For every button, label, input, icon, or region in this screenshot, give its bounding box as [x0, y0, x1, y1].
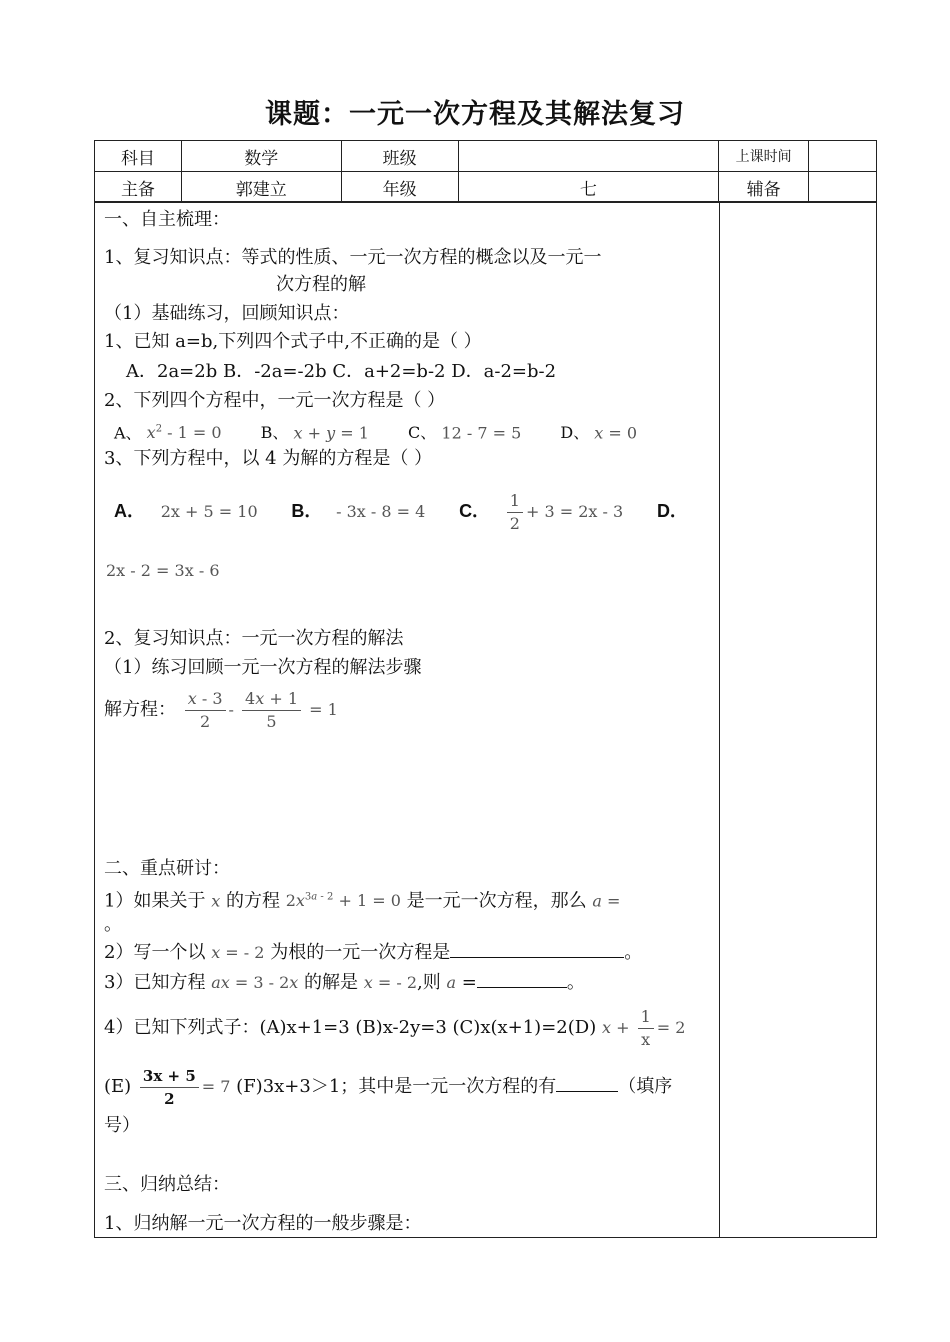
lead-value: 郭建立	[181, 172, 341, 203]
grade-value: 七	[458, 172, 719, 203]
solve-label: 解方程：	[104, 699, 176, 720]
q2-eq-b: x + y = 1	[293, 423, 369, 443]
class-label: 班级	[341, 141, 458, 172]
lead-label: 主备	[95, 172, 182, 203]
q3-label-d: D．	[656, 501, 688, 521]
assist-value	[809, 172, 877, 203]
question-3: 3、下列方程中，以 4 为解的方程是（ ）	[104, 448, 433, 469]
q3-label-c: C．	[459, 501, 491, 521]
q3-eq-a: 2x + 5 = 10	[160, 502, 258, 521]
question-2: 2、下列四个方程中，一元一次方程是（ ）	[104, 390, 446, 411]
answer-blank-4[interactable]	[556, 1072, 618, 1092]
item-3-1: 1、归纳解一元一次方程的一般步骤是：	[104, 1213, 422, 1234]
subject-label: 科目	[95, 141, 182, 172]
time-label: 上课时间	[719, 141, 809, 172]
subject-value: 数学	[181, 141, 341, 172]
class-value	[458, 141, 719, 172]
page-title: 课题：一元一次方程及其解法复习	[265, 99, 685, 130]
solve-equation	[104, 682, 338, 738]
q3-label-a: A．	[114, 501, 145, 521]
q2-label-a: A、	[114, 423, 142, 443]
knowledge-point-2: 2、复习知识点：一元一次方程的解法	[104, 628, 404, 649]
item-2-1-end: 。	[104, 914, 122, 935]
item-2-1: 1）如果关于 x 的方程 $2x^{3a - 2} + 1 = 0$ 是一元一次方程，那么 a =	[104, 890, 621, 912]
practice-1-title: （1）基础练习，回顾知识点：	[104, 303, 350, 324]
section-3-heading: 三、归纳总结：	[104, 1174, 230, 1195]
q3-eq-d: 2x - 2 = 3x - 6	[106, 561, 220, 580]
item-2-2: 2）写一个以 x = - 2 为根的一元一次方程是 。	[104, 938, 642, 966]
practice-2-title: （1）练习回顾一元一次方程的解法步骤	[104, 657, 422, 678]
solve-eq: $\frac{x - 3}{2}$ - $\frac{4x + 1}{5}$ = 1	[182, 700, 338, 719]
q2-eq-a: $x^2 - 1 = 0$	[146, 423, 222, 443]
answer-blank-2[interactable]	[450, 938, 624, 958]
item-2-4-end: 号）	[104, 1115, 140, 1136]
assist-label: 辅备	[719, 172, 809, 203]
q3-label-b: B．	[291, 501, 323, 521]
knowledge-point-1: 1、复习知识点：等式的性质、一元一次方程的概念以及一元一	[104, 247, 602, 268]
q2-eq-d: x = 0	[594, 423, 638, 443]
q3-eq-c: $\frac{1}{2}$ + 3 = 2x - 3	[504, 502, 623, 521]
q2-label-d: D、	[560, 423, 590, 443]
column-divider	[719, 201, 720, 1238]
item-2-4-cont: (E) $\frac{3x + 5}{2}$ = 7 (F)3x+3＞1；其中是一元一次方程的有 （填序	[104, 1066, 673, 1108]
item-2-4: 4）已知下列式子：(A)x+1=3 (B)x-2y=3 (C)x(x+1)=2(D) x + $\frac{1}{x}$ = 2	[104, 1007, 686, 1049]
grade-label: 年级	[341, 172, 458, 203]
time-value	[809, 141, 877, 172]
item-2-3: 3）已知方程 ax = 3 - 2x 的解是 x = - 2,则 a = 。	[104, 968, 585, 996]
q2-label-b: B、	[260, 423, 289, 443]
q3-eq-b: - 3x - 8 = 4	[336, 502, 426, 521]
question-1-options: A．2a=2b B．-2a=-2b C．a+2=b-2 D．a-2=b-2	[126, 361, 557, 382]
header-table	[94, 140, 877, 203]
knowledge-point-1-cont: 次方程的解	[276, 274, 366, 295]
answer-blank-3[interactable]	[477, 968, 567, 988]
section-1-heading: 一、自主梳理：	[104, 209, 230, 230]
q2-eq-c: 12 - 7 = 5	[441, 423, 522, 443]
q2-label-c: C、	[408, 423, 437, 443]
section-2-heading: 二、重点研讨：	[104, 858, 230, 879]
question-3-options	[114, 485, 688, 538]
question-2-options	[114, 417, 637, 446]
question-1: 1、已知 a=b,下列四个式子中,不正确的是（ ）	[104, 331, 482, 352]
